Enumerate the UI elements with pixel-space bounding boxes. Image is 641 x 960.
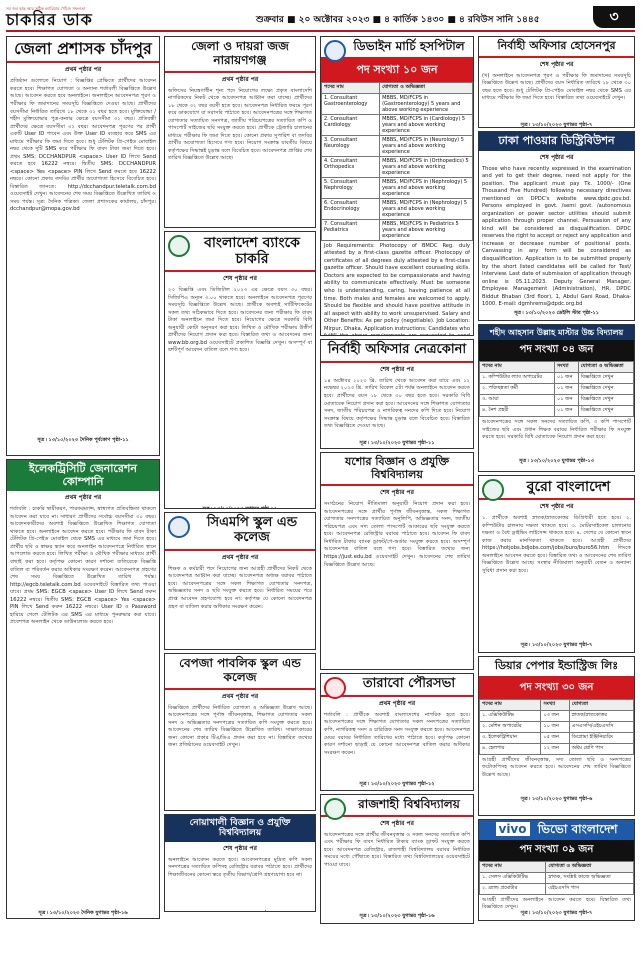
table-cell: 7. Consultant Pediatrics	[322, 219, 380, 240]
jobs-table	[479, 361, 634, 417]
ad-nirbahi-netrokona	[320, 339, 474, 449]
page-number: ৩	[593, 6, 635, 28]
ad-source	[165, 910, 315, 912]
table-cell: MBBS, MD/FCPS in (Nephrology) 5 years and above working experience	[380, 177, 473, 198]
table-cell: ১০ জন	[541, 721, 569, 732]
bank-logo-icon	[168, 235, 190, 257]
ad-source	[321, 669, 473, 670]
vivo-logo: vivo	[496, 822, 530, 836]
column-1	[6, 36, 160, 922]
table-header: পদের নাম	[322, 82, 380, 93]
ad-source: সূত্র ৷ ১৩/১০/২০২৩ দৈনিক পূর্বকোণ পৃষ্ঠা-১১	[37, 437, 129, 444]
table-row	[322, 198, 473, 219]
ad-subtitle: শেষ পৃষ্ঠার পর	[380, 819, 414, 827]
masthead	[6, 6, 635, 32]
ad-body: অনলাইনে আবেদন করতে হবে। আবেদনপত্রের মুদ্রিত কপি সকল সনদপত্রের সত্যায়িত কপিসহ রেজিস্ট্রার বরাবর পাঠাতে হবে। প্রার্থীদের শিক্ষাজীবনের কোনো স্তরে তৃতীয় বিভাগ/শ্রেণি গ্রহণযোগ্য হবে না।	[168, 856, 312, 878]
newspaper-logo	[6, 6, 124, 30]
table-cell: এইচএসসি পাস	[546, 883, 634, 894]
ad-title-bar	[479, 820, 634, 840]
ad-title: তারাবো পৌরসভা	[321, 674, 473, 697]
ad-subtitle: প্রথম পৃষ্ঠার পর	[64, 66, 102, 74]
ad-source: সূত্র ৷ ১৩/১০/২০২৩ যুগান্তর পৃষ্ঠা-১২	[359, 780, 435, 787]
table-cell: MBBS, MD/FCPS in (Gastroenterology) 5 years and above working experience	[380, 93, 473, 114]
school-logo-icon	[168, 516, 190, 538]
ad-subtitle: শেষ পৃষ্ঠার পর	[380, 365, 414, 373]
ad-title: যশোর বিজ্ঞান ও প্রযুক্তি বিশ্ববিদ্যালয়	[321, 453, 473, 486]
table-cell: MBBS, MD/FCPS in Pediatrics 5 years and above working experience	[380, 219, 473, 240]
issue-date: শুক্রবার ■ ২০ অক্টোবর ২০২৩ ■ ৪ কার্তিক ১৪৩০ ■ ৪ রবিউস সানি ১৪৪৫	[256, 15, 540, 25]
ad-rajshahi-university	[320, 794, 474, 924]
ad-source: সূত্র ৷ ১৩/১০/২০২৩ যুগান্তর পৃষ্ঠা-৬	[520, 795, 593, 802]
table-header: যোগ্যতা ও অভিজ্ঞতা	[546, 861, 634, 872]
table-cell: 1. Consultant Gastroenterology	[322, 93, 380, 114]
table-cell: ৪. হেলপার	[480, 743, 541, 754]
table-row	[480, 743, 634, 754]
ad-title: শহীদ আহসান উল্লাহ মাস্টার উচ্চ বিদ্যালয়	[479, 325, 634, 340]
ad-title: ঢাকা পাওয়ার ডিস্ট্রিবিউশন	[479, 132, 634, 151]
table-cell: ০১ জন	[554, 373, 578, 384]
table-header: পদের নাম	[480, 861, 546, 872]
ad-title: নোয়াখালী বিজ্ঞান ও প্রযুক্তি বিশ্ববিদ্যালয়	[165, 815, 315, 842]
table-cell: ৩. আয়া	[480, 395, 555, 406]
ad-body: শর্তাবলি : চাকরি স্থায়ীকরণ, পারফরম্যান্স, স্বাস্থ্যগত প্রতিবন্ধিতা থাকলে আবেদন করা যাবে না। সাধারণ প্রার্থীদের সর্বোচ্চ বয়সসীমা ৩০ বছর। আবেদনকারীদের অবশ্যই বিজ্ঞপ্তিতে উল্লেখিত শিক্ষাগত যোগ্যতা থাকতে হবে। অনলাইনে আবেদন করতে হবে। পরীক্ষার ফি বাবদ টাকা টেলিটক প্রি-পেইড মোবাইল থেকে SMS এর মাধ্যমে জমা দিতে হবে। প্রার্থীর ছবি ও স্বাক্ষর স্ক্যান করে অনলাইন আবেদনপত্রে নির্ধারিত স্থানে আপলোড করতে হবে। লিখিত পরীক্ষা ও মৌখিক পরীক্ষার মাধ্যমে প্রার্থী বাছাই করা হবে। কর্তৃপক্ষ কোনো কারণ দর্শানো ব্যতিরেকে বিজ্ঞপ্তি বাতিল বা পরিবর্তন করার অধিকার সংরক্ষণ করেন। আবেদনপত্র গ্রহণের শেষ সময় বিজ্ঞপ্তিতে উল্লেখিত তারিখ পর্যন্ত। http://egcb.teletalk.com.bd ওয়েবসাইটে বিস্তারিত তথ্য পাওয়া যাবে। প্রথম SMS: EGCB <space> User ID লিখে Send করুন 16222 নম্বরে। দ্বিতীয় SMS: EGCB <space> Yes <space> PIN লিখে Send করুন 16222 নম্বরে। User ID ও Password হারিয়ে গেলে টেলিটক এর SMS এর মাধ্যমে পুনরুদ্ধার করা যাবে। প্রবেশপত্র অনলাইন থেকে ডাউনলোড করতে হবে।	[10, 506, 156, 626]
ad-divine-mercy	[320, 36, 474, 336]
ad-subtitle: শেষ পৃষ্ঠার পর	[539, 503, 574, 511]
ad-subtitle: প্রথম পৃষ্ঠার পর	[221, 75, 259, 83]
table-cell: বিজ্ঞপ্তিতে দেখুন	[578, 406, 633, 417]
ad-source: সূত্র ৷ ১৩/১০/২০২৩ যুগান্তর পৃষ্ঠা-৭	[520, 642, 593, 649]
ad-source: সূত্র ৷ ১৩/১০/২০২৩ যুগান্তর পৃষ্ঠা-৭	[520, 909, 593, 916]
table-cell: ১. সেলস এক্সিকিউটিভ	[480, 872, 546, 883]
table-cell: বিজ্ঞপ্তিতে দেখুন	[578, 384, 633, 395]
ad-body: অফিসের নিয়ন্ত্রণাধীন শূন্য পদে নিয়োগের লক্ষ্যে প্রকৃত বাংলাদেশি নাগরিকদের নিকট থেকে আবেদনপত্র আহ্বান করা যাচ্ছে। প্রার্থীদের ১৮ থেকে ৩২ বছর বয়সী হতে হবে। আবেদনপত্র নির্ধারিত ফরমে পূরণ করে ডাকযোগে বা সরাসরি পাঠাতে হবে। আবেদনপত্রের সঙ্গে শিক্ষাগত যোগ্যতার সত্যায়িত সনদপত্র, জাতীয় পরিচয়পত্রের সত্যায়িত কপি ও পাসপোর্ট সাইজের ছবি সংযুক্ত করতে হবে। প্রার্থীকে ট্রেজারি চালানের মাধ্যমে পরীক্ষার ফি জমা দিতে হবে। কোনো প্রকার সুপারিশ বা তদবির প্রার্থীর অযোগ্যতা হিসেবে গণ্য হবে। নিয়োগ সংক্রান্ত যাবতীয় বিষয়ে কর্তৃপক্ষের সিদ্ধান্তই চূড়ান্ত বলে বিবেচিত হবে। আবেদনপত্র প্রাপ্তির শেষ তারিখ বিজ্ঞপ্তিতে উল্লেখ আছে।	[168, 87, 312, 162]
table-cell: MBBS, MD/FCPS in (Orthopedics) 5 years and above working experience	[380, 156, 473, 177]
municipality-logo-icon	[324, 677, 346, 699]
ad-source: সূত্র ৷ ১৩/১০/২০২৩ যুগান্তর পৃষ্ঠা-১১	[359, 439, 435, 446]
table-cell: বিজ্ঞপ্তিতে দেখুন	[578, 373, 633, 384]
ad-body: Those who have recently expressed in the examination and yet to get their degree, need not apply for the position. The applicant must pay Tk. 1000/- (One Thousand Five Hundred) following necessary directives mentioned on DPDC's website www.dpdc.gov.bd. Persons employed in govt. /semi govt. /autonomous organization or power sector utilities should submit application through proper channel. Persuasion of any kind will be considered as disqualification. DPDC reserves the right to accept or reject any application and increase or decrease number of positional posts. Canvassing in any form will be considered as disqualification. Application is to be submitted properly by the short listed candidates will be called for Test/ Interview. Last date of submission of application through online is 05.11.2023. Deputy General Manager, Employee Management (Administration), HR, DPDC Biddut Bhaban (3rd floor), 1, Abdul Gani Road, Dhaka-1000. E-mail: dgmhrems@dpdc.org.bd	[482, 165, 631, 308]
ad-title: বুরো বাংলাদেশ	[479, 476, 634, 500]
ad-title: ভিভো বাংলাদেশ	[537, 822, 618, 836]
table-cell: বিজ্ঞপ্তিতে দেখুন	[578, 395, 633, 406]
table-cell: ৩. ইলেকট্রিশিয়ান	[480, 732, 541, 743]
table-cell: ১২ জন	[541, 743, 569, 754]
ad-jessore-university	[320, 452, 474, 670]
ad-body: ১৪ অক্টোবর ২০২৩ খ্রি. তারিখ থেকে আবেদন করা যাবে এবং ১২ নভেম্বর ২০২৩ খ্রি. তারিখ বিকেল ৫টা পর্যন্ত অনলাইনে আবেদন করতে হবে। প্রার্থীদের বয়স ১৮ থেকে ৩০ বছর হতে হবে। সরকারি বিধি মোতাবেক নিয়োগ প্রদান করা হবে। আবেদনের সঙ্গে শিক্ষাগত যোগ্যতার সনদ, জাতীয় পরিচয়পত্র ও নাগরিকত্ব সনদের কপি দিতে হবে। নিয়োগ সংক্রান্ত বিষয়ে কর্তৃপক্ষের সিদ্ধান্ত চূড়ান্ত বলে বিবেচিত হবে। বিস্তারিত তথ্য বিজ্ঞপ্তিতে দেওয়া আছে।	[324, 377, 470, 430]
table-row	[480, 732, 634, 743]
ad-subtitle: প্রথম পৃষ্ঠার পর	[64, 494, 102, 502]
table-cell: স্নাতক, সংশ্লিষ্ট কাজে অভিজ্ঞতা	[546, 872, 634, 883]
table-cell: ০১ জন	[554, 384, 578, 395]
table-cell: 6. Consultant Endocrinology	[322, 198, 380, 219]
table-cell: ২. পরিচ্ছন্নতা কর্মী	[480, 384, 555, 395]
table-header: সংখ্যা	[554, 362, 578, 373]
ad-dpdc	[478, 131, 635, 321]
ad-electricity	[6, 459, 160, 919]
table-cell: এসএসসি/এইচএসসি	[569, 721, 633, 732]
ad-source: সূত্র ৷ ১৩/১০/২০২৩ যুগান্তর পৃষ্ঠা-১৬	[359, 912, 435, 919]
ad-title: ইলেকট্রিসিটি জেনারেশন কোম্পানি	[7, 460, 159, 491]
ad-body: (খ) অনলাইনে আবেদনপত্র পূরণ ও পরীক্ষার ফি জমাদানের সময়সূচি বিজ্ঞপ্তিতে উল্লেখ আছে। প্রার্থীদের বয়স নির্ধারিত তারিখে ১৮ থেকে ৩০ বছর হতে হবে। শুধু টেলিটক প্রি-পেইড মোবাইল নম্বর থেকে SMS এর মাধ্যমে পরীক্ষার ফি জমা দিতে হবে। বিস্তারিত তথ্য ওয়েবসাইটে দেখুন।	[482, 72, 631, 102]
table-header: যোগ্যতা ও অভিজ্ঞতা	[380, 82, 473, 93]
table-cell: ০৫ জন	[541, 732, 569, 743]
ad-title: সিএমপি স্কুল এন্ড কলেজ	[165, 513, 315, 551]
table-row	[480, 872, 634, 883]
table-cell: ২. মেশিন অপারেটর	[480, 721, 541, 732]
ad-body: বিজ্ঞপ্তিতে প্রার্থীদের নির্ধারিত যোগ্যতা ও অভিজ্ঞতা উল্লেখ আছে। আবেদনপত্রের সঙ্গে পূর্ণাঙ্গ জীবনবৃত্তান্ত, শিক্ষাগত যোগ্যতার সকল সনদ ও অভিজ্ঞতার সনদপত্রের সত্যায়িত কপি সংযুক্ত করতে হবে। আবেদনের শেষ তারিখ বিজ্ঞপ্তিতে উল্লেখিত তারিখ। সাক্ষাৎকারের জন্য কোনো প্রকার টিএ/ডিএ প্রদান করা হবে না। বিস্তারিত তথ্যের জন্য প্রতিষ্ঠানের ওয়েবসাইট দেখুন।	[168, 704, 312, 749]
table-cell: 5. Consultant Nephrology	[322, 177, 380, 198]
ad-body: শিক্ষক ও কর্মচারী পদে নিয়োগের জন্য আগ্রহী প্রার্থীদের নিকট থেকে আবেদনপত্র আহ্বান করা যাচ্ছে। আবেদনপত্র অধ্যক্ষ বরাবর পাঠাতে হবে। আবেদনপত্রের সঙ্গে সকল শিক্ষাগত যোগ্যতার সনদপত্র, অভিজ্ঞতার সনদ ও ছবি সংযুক্ত করতে হবে। নির্ধারিত সময়ের পরে প্রাপ্ত আবেদন গ্রহণযোগ্য হবে না। কর্তৃপক্ষ যে কোনো আবেদনপত্র গ্রহণ বা বাতিল করার অধিকার সংরক্ষণ করেন।	[168, 565, 312, 610]
table-header: পদের নাম	[480, 362, 555, 373]
table-row	[480, 883, 634, 894]
hospital-logo-icon	[324, 40, 346, 62]
ad-body: প্রতিষ্ঠান গুলোতে নিয়োগ : বিজ্ঞপ্তির প্রেক্ষিতে প্রার্থীদের আবেদন করতে হবে। শিক্ষাগত যোগ্যতা ও অন্যান্য শর্তাবলী বিজ্ঞপ্তিতে উল্লেখ আছে। আবেদন করতে হবে অনলাইনে। অনলাইনে আবেদনপত্র পূরণ ও পরীক্ষার ফি জমাদানের সময়সূচি বিজ্ঞপ্তিতে দেওয়া আছে। প্রার্থীদের বয়সসীমা নির্ধারিত তারিখে ১৮ থেকে ৩২ বছর হতে হবে। মুক্তিযোদ্ধা / শহীদ মুক্তিযোদ্ধার পুত্র-কন্যার ক্ষেত্রে বয়সসীমা ৩২ বছর। প্রতিবন্ধী প্রার্থীদের ক্ষেত্রে বয়সসীমা ৩২ বছর। আবেদনপত্র পূরণের পর প্রার্থী একটি User ID পাবেন এবং উক্ত User ID ব্যবহার করে SMS এর মাধ্যমে পরীক্ষার ফি জমা দিতে হবে। শুধু টেলিটক প্রি-পেইড মোবাইল নম্বর থেকে দুটি SMS করে পরীক্ষার ফি বাবদ টাকা জমা দিতে হবে। প্রথম SMS: DCCHANDPUR <space> User ID লিখে Send করতে হবে 16222 নম্বরে। দ্বিতীয় SMS: DCCHANDPUR <space> Yes <space> PIN লিখে Send করতে হবে 16222 নম্বরে। কোনো প্রকার তদবির প্রার্থীর অযোগ্যতা হিসেবে বিবেচিত হবে। বিস্তারিত জানতে: http://dcchandpur.teletalk.com.bd ওয়েবসাইট দেখুন। আবেদনের শেষ সময় বিজ্ঞপ্তিতে উল্লেখিত তারিখ ও সময় পর্যন্ত। সূত্র: দৈনিক পত্রিকা। জেলা প্রশাসকের কার্যালয়, চাঁদপুর। dcchandpur@mopa.gov.bd	[10, 78, 156, 213]
ad-source: সূত্র ৷ ১৩/১০/২০২৩ দৈনিক যুগান্তর পৃষ্ঠা-১৬	[38, 910, 128, 917]
ad-subtitle: শেষ পৃষ্ঠার পর	[539, 60, 574, 68]
table-header: যোগ্যতা	[569, 699, 633, 710]
table-row	[322, 93, 473, 114]
jobs-table	[479, 699, 634, 755]
table-cell: 2. Consultant Cardiology	[322, 114, 380, 135]
ad-subtitle: প্রথম পৃষ্ঠার পর	[378, 699, 416, 707]
table-cell: ১. এক্সিকিউটিভ	[480, 710, 541, 721]
table-row	[322, 114, 473, 135]
ad-body: শর্তাবলি : প্রার্থীকে অবশ্যই বাংলাদেশের নাগরিক হতে হবে। আবেদনপত্রের সঙ্গে শিক্ষাগত যোগ্যতার সকল সনদপত্রের সত্যায়িত কপি, নাগরিকত্ব সনদ ও চারিত্রিক সনদ সংযুক্ত করতে হবে। আবেদনপত্র মেয়র বরাবর নির্ধারিত তারিখের মধ্যে পাঠাতে হবে। কর্তৃপক্ষ কোনো কারণ দর্শানো ছাড়াই যে কোনো আবেদনপত্র বাতিল করার অধিকার সংরক্ষণ করেন।	[324, 711, 470, 756]
ad-body: ১. প্রার্থীকে অবশ্যই স্নাতক/স্নাতকোত্তর ডিগ্রিধারী হতে হবে। ২. কম্পিউটার চালনায় দক্ষতা থাকতে হবে। ৩. মোটরসাইকেল চালানোর দক্ষতা ও বৈধ ড্রাইভিং লাইসেন্স থাকতে হবে। ৪. দেশের যে কোনো স্থানে কাজ করার মানসিকতা থাকতে হবে। আগ্রহী প্রার্থীদের https://hotjobs.bdjobs.com/jobs/buro/buro56.htm লিংকে অনলাইনে আবেদন করতে হবে। বিস্তারিত তথ্য ও আবেদনের শেষ তারিখ বিজ্ঞপ্তিতে উল্লেখ আছে। সংস্থার নীতিমালা অনুযায়ী বেতন ও অন্যান্য সুবিধা প্রদান করা হবে।	[482, 515, 631, 574]
ad-body: আবেদনপত্রের সঙ্গে প্রার্থীর জীবনবৃত্তান্ত ও সকল সনদের সত্যায়িত কপি এবং পরীক্ষার ফি বাবদ নির্ধারিত টাকার ব্যাংক ড্রাফট সংযুক্ত করতে হবে। আবেদনপত্র রেজিস্ট্রার, রাজশাহী বিশ্ববিদ্যালয় বরাবর নির্ধারিত সময়ের মধ্যে পৌঁছাতে হবে। বিস্তারিত তথ্য বিশ্ববিদ্যালয়ের ওয়েবসাইটে পাওয়া যাবে।	[324, 831, 470, 868]
ad-court	[164, 36, 316, 228]
column-2	[164, 36, 316, 915]
ad-title: জেলা প্রশাসক চাঁদপুর	[7, 37, 159, 63]
ad-subtitle: শেষ পৃষ্ঠার পর	[539, 153, 574, 161]
table-row	[322, 177, 473, 198]
ad-subtitle: শেষ পৃষ্ঠার পর	[380, 489, 414, 497]
table-cell: ২. ব্র্যান্ড প্রমোটার	[480, 883, 546, 894]
table-row	[480, 721, 634, 732]
table-cell: স্নাতক/স্নাতকোত্তর	[569, 710, 633, 721]
ad-body: সংগঠনের নিয়োগ নীতিমালা অনুযায়ী নিয়োগ প্রদান করা হবে। আবেদনপত্রের সঙ্গে প্রার্থীর পূর্ণাঙ্গ জীবনবৃত্তান্ত, সকল শিক্ষাগত যোগ্যতার সনদপত্রের সত্যায়িত অনুলিপি, অভিজ্ঞতার সনদ, জাতীয় পরিচয়পত্র এবং সদ্য তোলা পাসপোর্ট আকারের ছবি সংযুক্ত করতে হবে। আবেদনপত্র রেজিস্ট্রার বরাবর পাঠাতে হবে। আবেদন ফি বাবদ নির্ধারিত টাকার ব্যাংক ড্রাফট/পে-অর্ডার সংযুক্ত করতে হবে। অসম্পূর্ণ আবেদনপত্র বাতিল বলে গণ্য হবে। বিস্তারিত তথ্যের জন্য https://just.edu.bd ওয়েবসাইট দেখুন। আবেদনের শেষ তারিখ বিজ্ঞপ্তিতে উল্লেখ আছে।	[324, 501, 470, 568]
table-cell: ০৩ জন	[541, 710, 569, 721]
table-cell: MBBS, MD/FCPS in (Neurology) 5 years and above working experience	[380, 135, 473, 156]
table-cell: 3. Consultant Neurology	[322, 135, 380, 156]
table-cell: ১. কম্পিউটার ল্যাব অপারেটর	[480, 373, 555, 384]
ad-post-count: পদ সংখ্যা ০৪ জন	[479, 340, 634, 361]
ad-title: বাংলাদেশ ব্যাংকে চাকরি	[165, 232, 315, 272]
ad-title: জেলা ও দায়রা জজ নারায়ণগঞ্জ	[165, 37, 315, 73]
ad-subtitle: শেষ পৃষ্ঠার পর	[223, 844, 257, 852]
ad-cmp-school	[164, 512, 316, 650]
buro-logo-icon	[482, 479, 504, 501]
ad-body: আগ্রহী প্রার্থীদের অনলাইনে আবেদন করতে হবে। বিস্তারিত তথ্য বিজ্ঞপ্তিতে দেখুন।	[482, 896, 631, 911]
ad-bepza	[164, 653, 316, 811]
ad-buro-bangladesh	[478, 475, 635, 653]
table-cell: ০১ জন	[554, 395, 578, 406]
table-cell: অষ্টম শ্রেণি পাস	[569, 743, 633, 754]
masthead-tagline: সব জব ছাড় আর সঠিক ক্যারিয়ার খোঁজে সফলতা	[6, 6, 86, 11]
table-cell: 4. Consultant Orthopedics	[322, 156, 380, 177]
table-cell: ডিপ্লোমা ইঞ্জিনিয়ারিং	[569, 732, 633, 743]
ad-noakhali	[164, 814, 316, 912]
ad-subtitle: প্রথম পৃষ্ঠার পর	[221, 692, 259, 700]
ad-title: নির্বাহী অফিসার হোসেনপুর	[479, 37, 634, 58]
ad-tarabo	[320, 673, 474, 791]
ad-title: নির্বাহী অফিসার নেত্রকোনা	[321, 340, 473, 363]
ad-deer-paper	[478, 656, 635, 816]
table-row	[480, 406, 634, 417]
table-header: সংখ্যা	[541, 699, 569, 710]
table-row	[480, 395, 634, 406]
table-cell: MBBS, MD/FCPS in (Cardiology) 5 years and above working experience	[380, 114, 473, 135]
ad-shaheed-school	[478, 324, 635, 472]
ad-source: সূত্র ৷ ১৩/১০/২০২৩ যুগান্তর পৃষ্ঠা-৭	[520, 121, 593, 128]
table-row	[322, 156, 473, 177]
ad-body: ২৩ বিজ্ঞপ্তি এবং ডিজিটাল ২০২৩ এর ক্ষেত্রে বয়স ৩০ বছর। সিজিপিএ অন্যূন ৩.০০ থাকতে হবে। অনলাইনে আবেদনপত্র পূরণের সময়সূচি বিজ্ঞপ্তিতে উল্লেখ আছে। প্রার্থীকে অবশ্যই সার্টিফিকেটের সকল তথ্য সঠিকভাবে দিতে হবে। আবেদনের জন্য পরীক্ষার ফি বাবদ টাকা অনলাইনে জমা দিতে হবে। নিয়োগের ক্ষেত্রে সরকারি বিধি অনুযায়ী কোটা অনুসরণ করা হবে। লিখিত ও মৌখিক পরীক্ষায় উত্তীর্ণ প্রার্থীদের নিয়োগ প্রদান করা হবে। বিস্তারিত তথ্য ও আবেদনের জন্য www.bb.org.bd ওয়েবসাইটে প্রকাশিত বিজ্ঞপ্তি দেখুন। অসম্পূর্ণ বা ত্রুটিপূর্ণ আবেদন বাতিল বলে গণ্য হবে।	[168, 287, 312, 354]
table-cell: ০১ জন	[554, 406, 578, 417]
ad-title: ডিভাইন মার্চি হসপিটাল	[321, 37, 473, 59]
table-row	[480, 710, 634, 721]
ad-vivo	[478, 819, 635, 921]
table-header: যোগ্যতা ও অভিজ্ঞতা	[578, 362, 633, 373]
ad-source: সূত্র ৷ ১৩/১০/২০২৩ ডেইলি স্টার পৃষ্ঠা-১১	[513, 309, 600, 316]
ad-jela-proshashok	[6, 36, 160, 456]
table-header: পদের নাম	[480, 699, 541, 710]
newspaper-name: চাকরির ডাক	[6, 10, 93, 29]
ad-nirbahi-hossainpur	[478, 36, 635, 128]
ad-title: বেপজা পাবলিক স্কুল এন্ড কলেজ	[165, 654, 315, 690]
university-logo-icon	[324, 798, 346, 820]
ad-post-count: পদ সংখ্যা ৩০ জন	[479, 678, 634, 699]
jobs-table	[479, 861, 634, 895]
ad-body: আগ্রহী প্রার্থীদের জীবনবৃত্তান্ত, সদ্য তোলা ছবি ও সনদপত্রের ফটোকপিসহ আবেদন করতে হবে। আবেদনের শেষ তারিখ বিজ্ঞপ্তিতে উল্লেখ আছে।	[482, 756, 631, 778]
ad-bangladesh-bank	[164, 231, 316, 509]
ad-subtitle: প্রথম পৃষ্ঠার পর	[221, 553, 259, 561]
ad-post-count: পদ সংখ্যা ১০ জন	[321, 59, 473, 82]
table-row	[322, 135, 473, 156]
table-row	[322, 219, 473, 240]
table-cell: ৪. নৈশ প্রহরী	[480, 406, 555, 417]
table-cell: MBBS, MD/FCPS in (Nephrology) 5 years and above working experience	[380, 198, 473, 219]
ad-body: Job Requirements: Photocopy of BMDC Reg. duly attested by a first-class gazette officer. Photocopy of certificates of all degrees duly attested by a first-class gazette officer. Should have excellent counseling skills. Doctors are expected to be compassionate and having ability to communicate effectively. Must be someone who is understanding, caring, having patience at all time. Both males and females are welcomed to apply. Should be flexible and should have positive attitude in all aspect with ability to work unsupervised. Salary and Other Benefits: As per policy (negotiable). Job Location: Mirpur, Dhaka. Application instructions: Candidates who	[324, 242, 470, 332]
ad-subtitle: শেষ পৃষ্ঠার পর	[223, 275, 257, 283]
table-row	[480, 373, 634, 384]
column-3	[320, 36, 474, 927]
ad-source: সূত্র ৷ ১৩/১০/২০২৩ যুগান্তর পৃষ্ঠা-১৩	[519, 458, 594, 465]
jobs-table	[321, 82, 473, 241]
ad-source	[165, 505, 315, 509]
ad-title: রাজশাহী বিশ্ববিদ্যালয়	[321, 795, 473, 817]
ad-body: আবেদনপত্রের সঙ্গে সকল সনদের সত্যায়িত কপি, ৩ কপি পাসপোর্ট সাইজের ছবি এবং প্রধান শিক্ষক বরাবর নির্ধারিত পরীক্ষার ফি সংযুক্ত করতে হবে। সরকারি বিধি মোতাবেক নিয়োগ প্রদান করা হবে।	[482, 419, 631, 441]
column-4	[478, 36, 635, 924]
ad-post-count: পদ সংখ্যা ০৯ জন	[479, 840, 634, 861]
table-row	[480, 384, 634, 395]
ad-title: ডিয়ার পেপার ইন্ডাস্ট্রিজ লিঃ	[479, 657, 634, 678]
